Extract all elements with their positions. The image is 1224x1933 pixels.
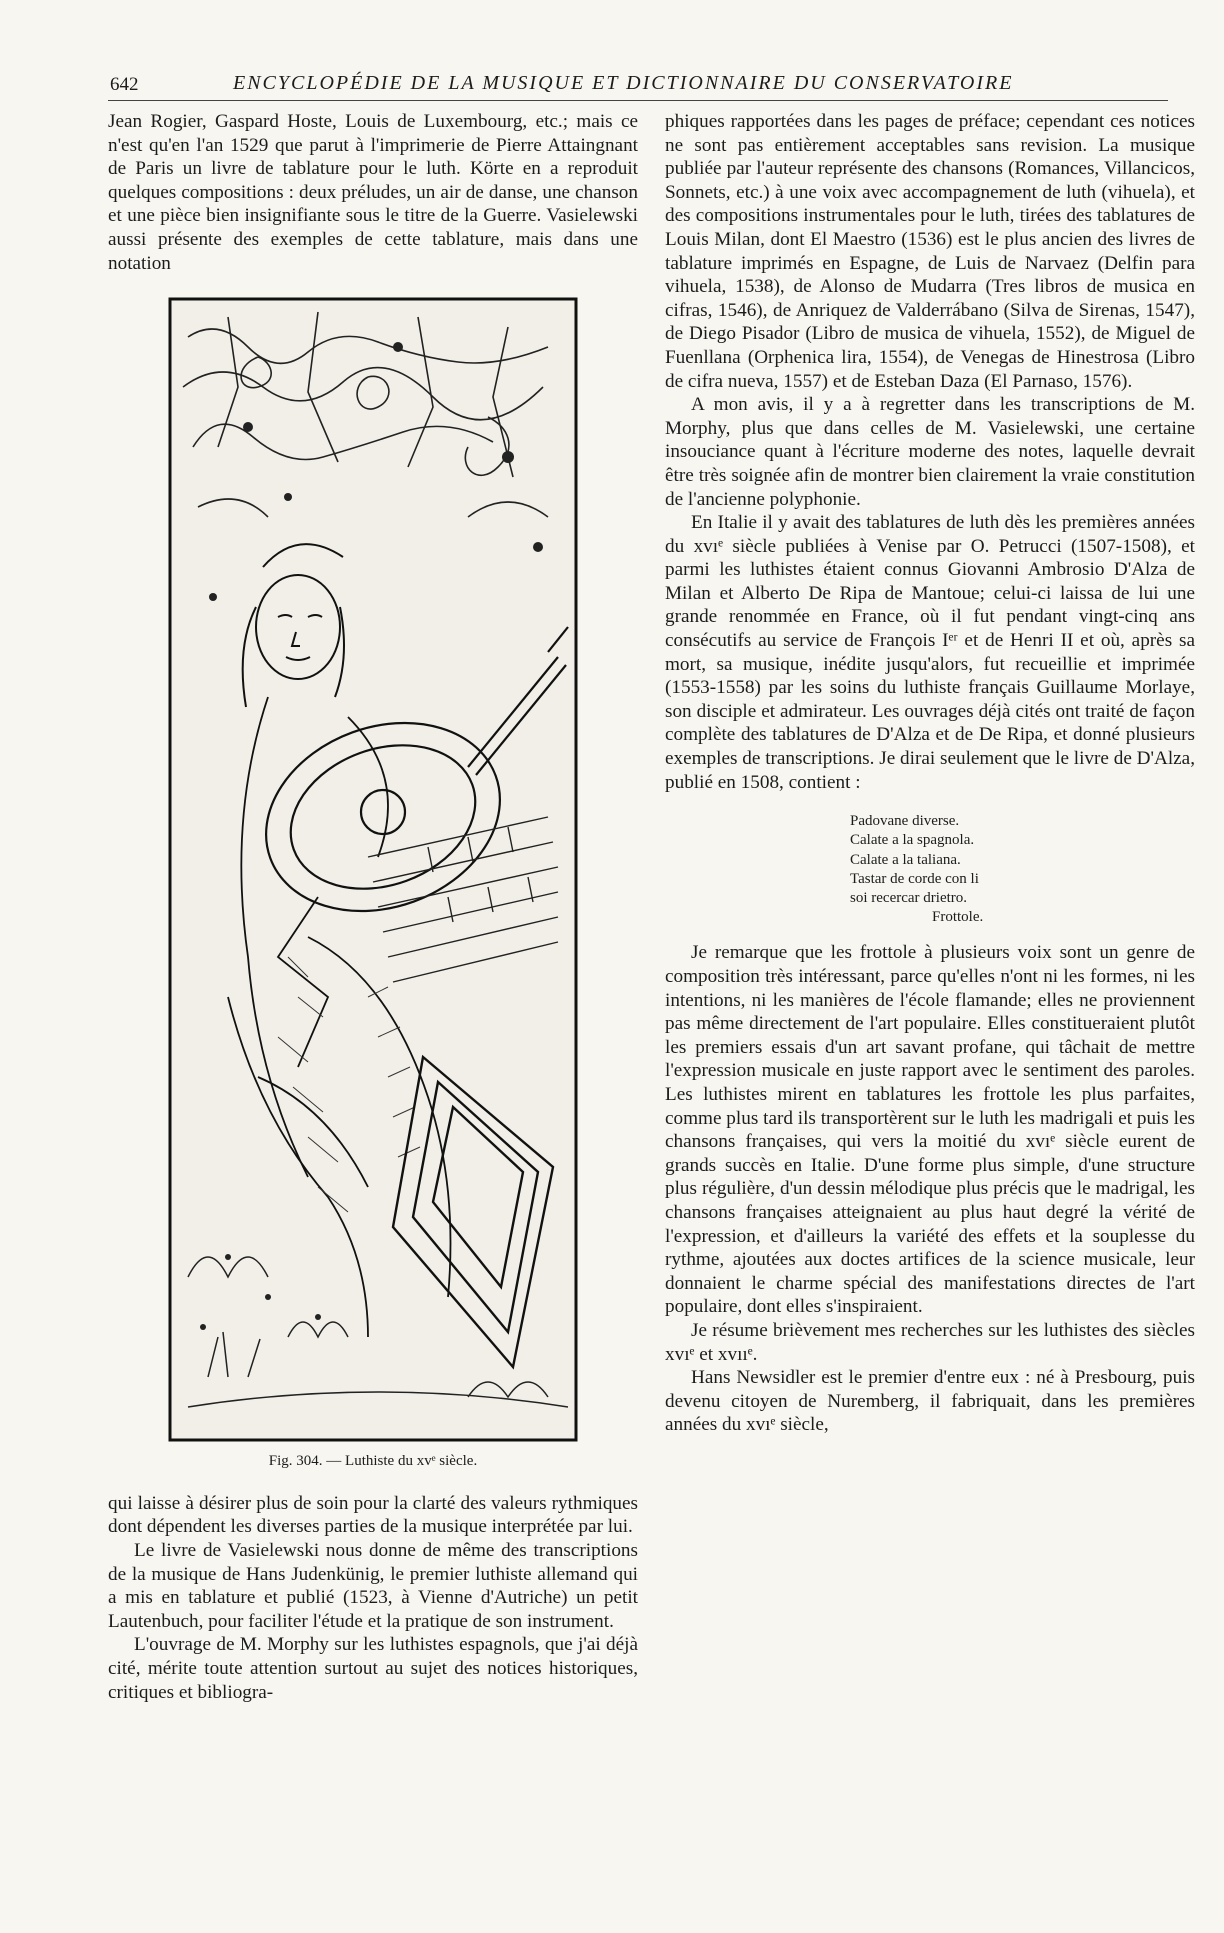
page-number: 642: [110, 74, 139, 95]
left-paragraph-4: L'ouvrage de M. Morphy sur les luthistes espagnols, que j'ai déjà cité, mérite toute attention surtout au sujet des notices historiques, critiques et bibliogra-: [108, 1634, 638, 1703]
list-item: Calate a la taliana.: [850, 851, 961, 868]
figure-caption: Fig. 304. — Luthiste du xvᵉ siècle.: [268, 1453, 478, 1470]
right-column: [665, 110, 1195, 1437]
figure-304: [168, 297, 578, 1474]
left-column: [108, 110, 638, 1704]
lute-player-engraving: [168, 297, 578, 1442]
list-item: Padovane diverse.: [850, 813, 960, 830]
right-paragraph-1: phiques rapportées dans les pages de préface; cependant ces notices ne sont pas entièrement acceptables sans revision. La musique publiée par l'auteur représente des chansons (Romances, Villancicos, Sonnets, etc.) à une voix avec accompagnement de luth (vihuela), et des compositions instrumentales pour le luth, tirées des tablatures de Louis Milan, dont El Maestro (1536) est le plus ancien des livres de tablature imprimés en Espagne, de Luis de Narvaez (Delfin para vihuela, 1538), de Alonso de Mudarra (Tres libros de musica en cifras, 1546), de Anriquez de Valderrábano (Silva de Sirenas, 1547), de Diego Pisador (Libro de musica de vihuela, 1552), de Miguel de Fuenllana (Orphenica lira, 1554), de Venegas de Hinestrosa (Libro de cifra nueva, 1557) et de Esteban Daza (El Parnaso, 1576).: [665, 111, 1195, 392]
list-item: Frottole.: [932, 909, 984, 926]
right-paragraph-3: En Italie il y avait des tablatures de luth dès les premières années du xvıᵉ siècle publiées à Venise par O. Petrucci (1507-1508), et parmi les luthistes étaient connus Giovanni Ambrosio D'Alza de Milan et Alberto De Ripa de Mantoue; celui-ci laissa de lui une grande renommée en France, où il fut pendant vingt-cinq ans consécutifs au service de François Iᵉʳ et de Henri II et où, après sa mort, sa musique, inédite jusqu'alors, fut recueillie et imprimée (1553-1558) par les soins du luthiste français Guillaume Morlaye, son disciple et admirateur. Les ouvrages déjà cités ont traité de façon complète des tablatures de D'Alza et de De Ripa, et donné plusieurs exemples de transcriptions. Je dirai seulement que le livre de D'Alza, publié en 1508, contient :: [665, 512, 1195, 793]
left-paragraph-1: Jean Rogier, Gaspard Hoste, Louis de Luxembourg, etc.; mais ce n'est qu'en l'an 1529 que parut à l'imprimerie de Pierre Attaingnant de Paris un livre de tablature pour le luth. Körte en a reproduit quelques compositions : deux préludes, un air de danse, une chanson et une pièce bien insignifiante sous le titre de la Guerre. Vasielewski aussi présente des exemples de cette tablature, mais dans une notation: [108, 111, 638, 274]
right-paragraph-4: Je remarque que les frottole à plusieurs voix sont un genre de composition très intéressant, parce qu'elles n'ont ni les formes, ni les intentions, ni les manières de l'école flamande; elles ne proviennent pas même directement de l'art populaire. Elles constitueraient plutôt les premiers essais d'un art savant profane, qui tâchait de mettre l'expression musicale en juste rapport avec le sentiment des paroles. Les luthistes mirent en tablatures les frottole les plus parfaites, comme plus tard ils transportèrent sur le luth les madrigali et puis les chansons françaises, qui vers la moitié du xvıᵉ siècle eurent de grands succès en Italie. D'une forme plus simple, d'une structure plus régulière, d'un dessin mélodique plus précis que le madrigal, les chansons françaises atteignaient au plus haut degré la vérité de l'expression, et d'ailleurs la variété des effets et la souplesse du rythme, ajoutées aux doctes artifices de la science musicale, leur donnaient le charme spécial des manifestations directes de l'art populaire, dont elles s'inspiraient.: [665, 942, 1195, 1318]
list-item: Calate a la spagnola.: [850, 832, 975, 849]
list-item: soi recercar drietro.: [850, 890, 968, 907]
running-title: ENCYCLOPÉDIE DE LA MUSIQUE ET DICTIONNAIRE DU CONSERVATOIRE: [233, 72, 1014, 94]
left-paragraph-3: Le livre de Vasielewski nous donne de même des transcriptions de la musique de Hans Judenkünig, le premier luthiste allemand qui a mis en tablature et publié (1523, à Vienne d'Autriche) un petit Lautenbuch, pour faciliter l'étude et la pratique de son instrument.: [108, 1539, 638, 1632]
list-item: Tastar de corde con li: [850, 870, 979, 887]
page-header: [108, 72, 1168, 101]
right-paragraph-5: Je résume brièvement mes recherches sur les luthistes des siècles xvıᵉ et xvııᵉ.: [665, 1319, 1195, 1365]
right-paragraph-2: A mon avis, il y a à regretter dans les transcriptions de M. Morphy, plus que dans celles de M. Vasielewski, une certaine insouciance quant à l'écriture moderne des notes, laquelle devrait être très soignée afin de montrer bien clairement la vraie constitution de l'ancienne polyphonie.: [665, 394, 1195, 510]
left-paragraph-2: qui laisse à désirer plus de soin pour la clarté des valeurs rythmiques dont dépendent les diverses parties de la musique interprétée par lui.: [108, 1492, 638, 1538]
right-paragraph-6: Hans Newsidler est le premier d'entre eux : né à Presbourg, puis devenu citoyen de Nuremberg, il fabriquait, dans les premières années du xvıᵉ siècle,: [665, 1367, 1195, 1436]
dalza-contents-list: [850, 812, 1195, 927]
